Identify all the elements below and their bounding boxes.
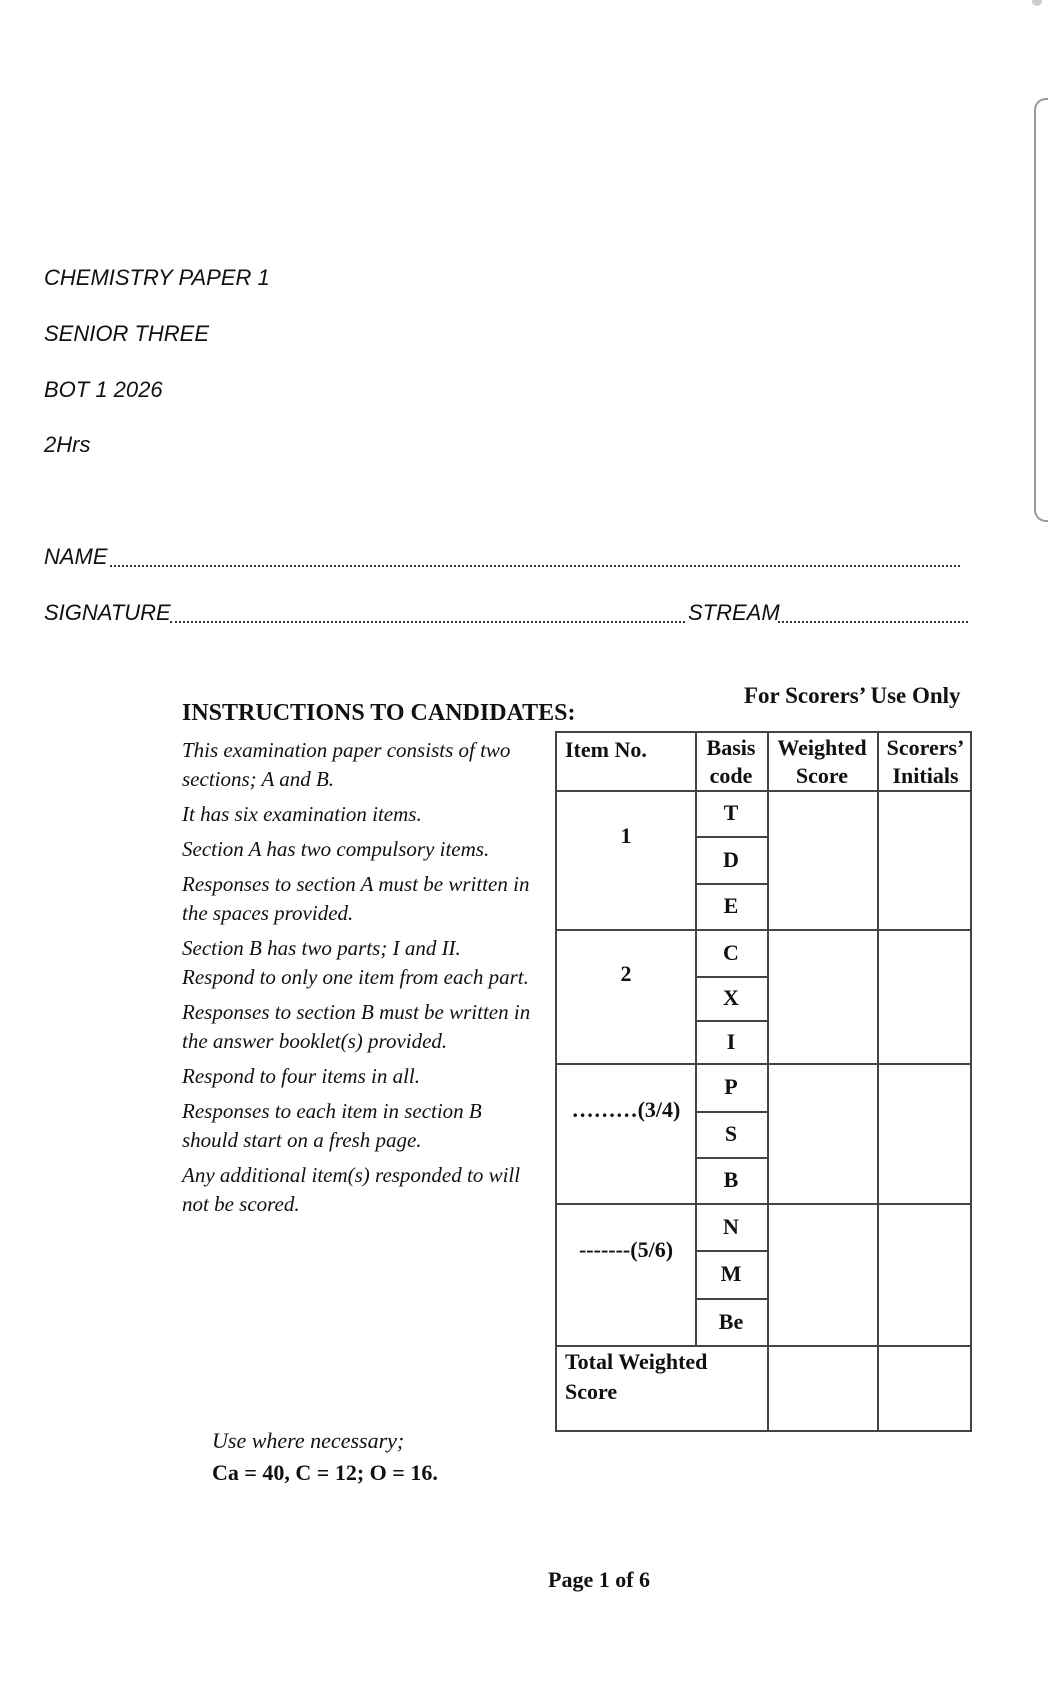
scorers-caption: For Scorers’ Use Only	[744, 683, 961, 708]
basis-code: N	[723, 1213, 739, 1239]
header-item-no: Item No.	[565, 737, 647, 762]
divider	[877, 733, 879, 1430]
header-basis-code: Basis code	[706, 734, 756, 788]
divider	[767, 733, 769, 1430]
name-line[interactable]	[110, 565, 960, 567]
instruction-9: Any additional item(s) responded to will not be scored.	[182, 1163, 521, 1216]
item-number: -------(5/6)	[578, 1237, 674, 1262]
stream-line[interactable]	[778, 621, 968, 623]
signature-line[interactable]	[170, 621, 685, 623]
instruction-2: It has six examination items.	[182, 802, 422, 826]
constants-note: Use where necessary;	[212, 1428, 405, 1453]
basis-code: T	[723, 800, 739, 825]
basis-code: B	[723, 1167, 739, 1192]
header-scorers-initials: Scorers’ Initials	[886, 734, 965, 788]
basis-code: X	[723, 985, 739, 1010]
item-number: 1	[620, 823, 632, 848]
basis-code: M	[720, 1261, 742, 1286]
basis-code: C	[723, 939, 739, 965]
basis-code: P	[724, 1074, 738, 1099]
page-number: Page 1 of 6	[548, 1567, 651, 1592]
header-weighted-score: Weighted Score	[777, 734, 867, 788]
scorers-table	[555, 731, 972, 1432]
instructions-title: INSTRUCTIONS TO CANDIDATES:	[182, 700, 576, 726]
instruction-7: Respond to four items in all.	[182, 1064, 420, 1088]
stream-label: STREAM	[688, 600, 780, 625]
duration: 2Hrs	[44, 432, 91, 457]
basis-code: D	[723, 846, 739, 872]
name-label: NAME	[44, 544, 108, 569]
basis-code: Be	[718, 1308, 744, 1334]
instruction-5: Section B has two parts; I and II. Respond to only one item from each part.	[182, 936, 529, 989]
constants-values: Ca = 40, C = 12; O = 16.	[212, 1460, 438, 1485]
signature-label: SIGNATURE	[44, 600, 171, 625]
basis-code: E	[723, 893, 739, 918]
instructions-list	[182, 736, 537, 1225]
basis-code: S	[724, 1121, 738, 1146]
instruction-3: Section A has two compulsory items.	[182, 837, 490, 861]
instruction-6: Responses to section B must be written in the answer booklet(s) provided.	[182, 1000, 531, 1053]
item-number: 2	[620, 961, 632, 986]
scroll-knob[interactable]	[1032, 0, 1042, 6]
total-weighted-score-label: Total Weighted Score	[565, 1349, 708, 1404]
item-number: ………(3/4)	[571, 1097, 681, 1122]
basis-code: I	[726, 1028, 736, 1054]
subject-title: CHEMISTRY PAPER 1	[44, 265, 270, 290]
instruction-1: This examination paper consists of two sections; A and B.	[182, 738, 511, 791]
scrollbar[interactable]	[1034, 98, 1048, 522]
exam-title: BOT 1 2026	[44, 377, 163, 402]
instruction-4: Responses to section A must be written in the spaces provided.	[182, 872, 530, 925]
instruction-8: Responses to each item in section B should start on a fresh page.	[182, 1099, 482, 1152]
class-title: SENIOR THREE	[44, 321, 210, 346]
